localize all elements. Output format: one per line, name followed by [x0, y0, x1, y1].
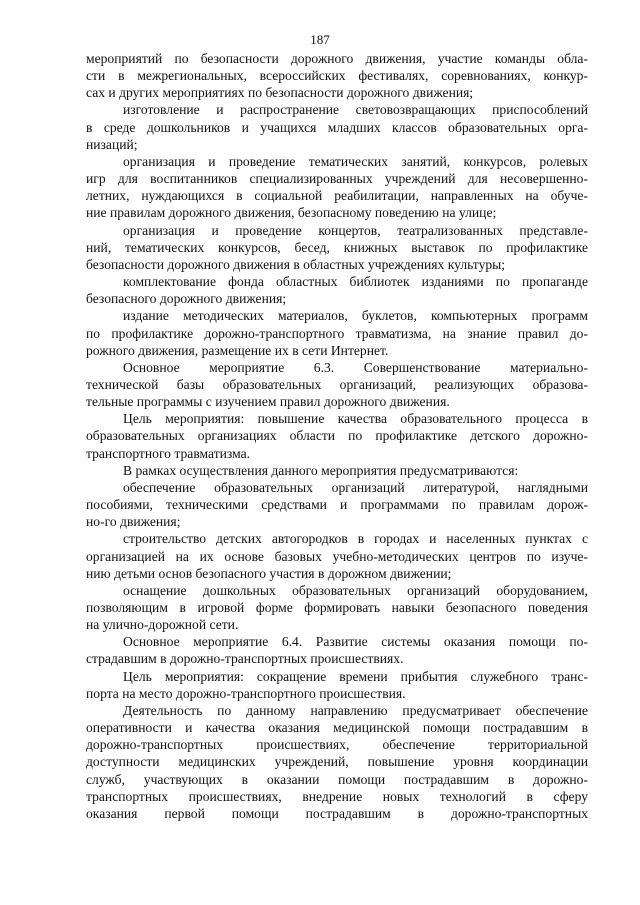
text-line: порта на место дорожно-транспортного происшествия.: [86, 685, 406, 701]
text-line: оперативности и качества оказания медицинской помощи пострадавшим в: [86, 720, 588, 736]
text-line: доступности медицинских учреждений, повышение уровня координации: [86, 754, 588, 770]
text-line: ние правилам дорожного движения, безопасному поведению на улице;: [86, 205, 497, 221]
text-line: Основное мероприятие 6.4. Развитие системы оказания помощи по-: [123, 634, 588, 650]
text-line: В рамках осуществления данного мероприятия предусматриваются:: [123, 462, 519, 478]
text-line: позволяющим в игровой форме формировать навыки безопасного поведения: [86, 600, 588, 615]
text-line: Деятельность по данному направлению предусматривает обеспечение: [123, 702, 588, 718]
text-line: оснащение дошкольных образовательных организаций оборудованием,: [123, 582, 588, 598]
text-line: низаций;: [86, 136, 138, 152]
text-line: безопасности дорожного движения в областных учреждениях культуры;: [86, 256, 506, 272]
text-line: образовательных организациях области по профилактике детского дорожно-: [86, 428, 588, 444]
text-line: но-го движения;: [86, 514, 181, 530]
text-line: летних, нуждающихся в социальной реабилитации, направленных на обуче-: [86, 188, 588, 204]
text-line: сах и других мероприятиях по безопасности дорожного движения;: [86, 85, 474, 101]
text-line: безопасного дорожного движения;: [86, 291, 287, 307]
text-line: сти в межрегиональных, всероссийских фестивалях, соревнованиях, конкур-: [86, 68, 588, 84]
text-line: в среде дошкольников и учащихся младших классов образовательных орга-: [86, 119, 588, 135]
text-line: рожного движения, размещение их в сети Интернет.: [86, 342, 389, 358]
text-line: на улично-дорожной сети.: [86, 617, 239, 633]
text-line: технической базы образовательных организаций, реализующих образова-: [86, 376, 588, 392]
text-line: комплектование фонда областных библиотек изданиями по пропаганде: [123, 274, 588, 290]
text-line: издание методических материалов, буклетов, компьютерных программ: [123, 308, 588, 324]
text-line: мероприятий по безопасности дорожного движения, участие команды обла-: [86, 51, 588, 66]
text-line: Цель мероприятия: сокращение времени прибытия служебного транс-: [123, 668, 588, 684]
text-line: Основное мероприятие 6.3. Совершенствование материально-: [123, 359, 588, 375]
text-line: организацией на их основе базовых учебно-методических центров по изуче-: [86, 548, 588, 564]
text-line: игр для воспитанников специализированных учреждений для несовершенно-: [86, 171, 588, 187]
text-line: нию детьми основ безопасного участия в дорожном движении;: [86, 565, 452, 581]
text-line: организация и проведение концертов, театрализованных представле-: [123, 222, 588, 238]
text-line: Цель мероприятия: повышение качества образовательного процесса в: [123, 411, 588, 427]
text-line: строительство детских автогородков в городах и населенных пунктах с: [123, 531, 588, 547]
text-line: оказания первой помощи пострадавшим в дорожно-транспортных: [86, 805, 588, 821]
text-line: дорожно-транспортных происшествиях, обеспечение территориальной: [86, 737, 588, 753]
text-line: транспортных происшествиях, внедрение новых технологий в сферу: [86, 788, 588, 804]
body-text: [86, 50, 588, 822]
text-line: организация и проведение тематических занятий, конкурсов, ролевых: [123, 153, 588, 169]
text-line: транспортного травматизма.: [86, 445, 251, 461]
text-line: служб, участвующих в оказании помощи пострадавшим в дорожно-: [86, 771, 588, 787]
text-line: пособиями, техническими средствами и программами по правилам дорож-: [86, 497, 588, 513]
page-number: 187: [310, 32, 330, 47]
text-line: страдавшим в дорожно-транспортных происшествиях.: [86, 651, 404, 667]
text-line: обеспечение образовательных организаций литературой, наглядными: [123, 479, 588, 495]
text-line: ний, тематических конкурсов, бесед, книжных выставок по профилактике: [86, 239, 588, 255]
text-line: по профилактике дорожно-транспортного травматизма, на знание правил до-: [86, 325, 588, 341]
text-line: тельные программы с изучением правил дорожного движения.: [86, 394, 450, 410]
text-line: изготовление и распространение световозвращающих приспособлений: [123, 102, 588, 118]
